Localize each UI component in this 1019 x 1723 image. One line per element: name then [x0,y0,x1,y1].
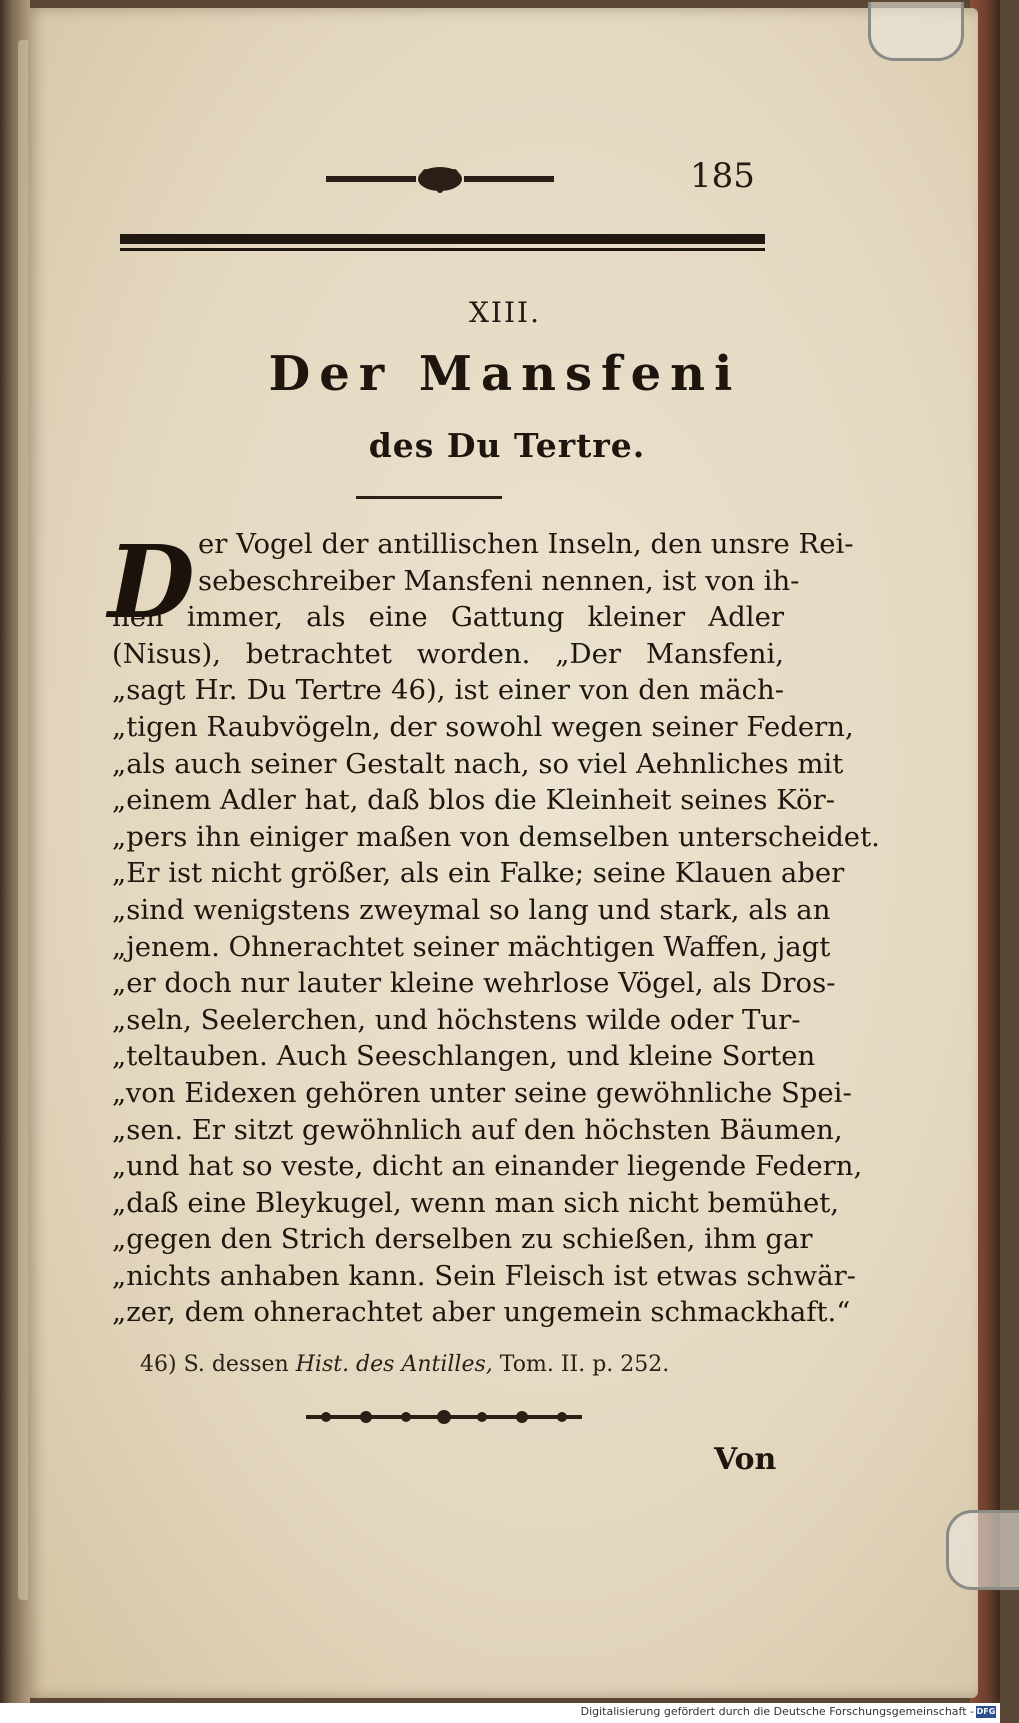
body-line: „er doch nur lauter kleine wehrlose Vögel, als Dros- [112,967,836,1000]
body-line: „und hat so veste, dicht an einander liegende Federn, [112,1150,863,1183]
body-line: „daß eine Bleykugel, wenn man sich nicht bemühet, [112,1186,840,1219]
title-rule [356,496,502,499]
body-line: „zer, dem ohnerachtet aber ungemein schmackhaft.“ [112,1296,851,1329]
body-line: „sen. Er sitzt gewöhnlich auf den höchsten Bäumen, [112,1113,843,1146]
footnote-ref: Tom. II. p. 252. [499,1352,670,1377]
header-ornament [326,164,554,194]
body-line: sebeschreiber Mansfeni nennen, ist von ih- [198,564,800,597]
body-line: „tigen Raubvögeln, der sowohl wegen seiner Federn, [112,710,854,743]
body-line: „von Eidexen gehören unter seine gewöhnliche Spei- [112,1076,852,1109]
dfg-logo: DFG [976,1707,996,1716]
chapter-title: Der Mansfeni [268,346,742,402]
header-rule [120,232,765,254]
body-line: „einem Adler hat, daß blos die Kleinheit seines Kör- [112,784,836,817]
footer-ornament [306,1404,582,1430]
body-line: er Vogel der antillischen Inseln, den unsre Rei- [198,528,854,560]
body-line: „teltauben. Auch Seeschlangen, und kleine Sorten [112,1040,816,1073]
footnote [140,1352,680,1377]
footnote-marker: 46) S. dessen [140,1352,289,1377]
clip-tab-top [868,2,964,61]
body-line: „sagt Hr. Du Tertre 46), ist einer von den mäch- [112,674,784,707]
chapter-number: XIII. [468,296,541,329]
chapter-subtitle: des Du Tertre. [368,426,646,465]
body-line: (Nisus), betrachtet worden. „Der Mansfeni, [112,637,784,670]
body-line: nen immer, als eine Gattung kleiner Adler [112,601,784,634]
footer-credit: Digitalisierung gefördert durch die Deutsche Forschungsgemeinschaft - [580,1705,974,1718]
body-line: „nichts anhaben kann. Sein Fleisch ist etwas schwär- [112,1259,856,1292]
body-line: „gegen den Strich derselben zu schießen, ihm gar [112,1223,813,1256]
clip-tab-side [946,1510,1019,1590]
body-line: „seln, Seelerchen, und höchstens wilde oder Tur- [112,1003,801,1036]
drop-cap: D [108,523,195,641]
body-line: „Er ist nicht größer, als ein Falke; seine Klauen aber [112,857,845,890]
catchword: Von [714,1442,777,1477]
footnote-work: Hist. des Antilles, [295,1352,493,1377]
body-line: „als auch seiner Gestalt nach, so viel Aehnliches mit [112,747,844,780]
body-paragraph [112,526,880,1331]
body-line: „pers ihn einiger maßen von demselben unterscheidet. [112,820,880,853]
page-number: 185 [690,156,755,196]
body-line: „sind wenigstens zweymal so lang und stark, als an [112,893,831,926]
body-line: „jenem. Ohnerachtet seiner mächtigen Waffen, jagt [112,930,831,963]
